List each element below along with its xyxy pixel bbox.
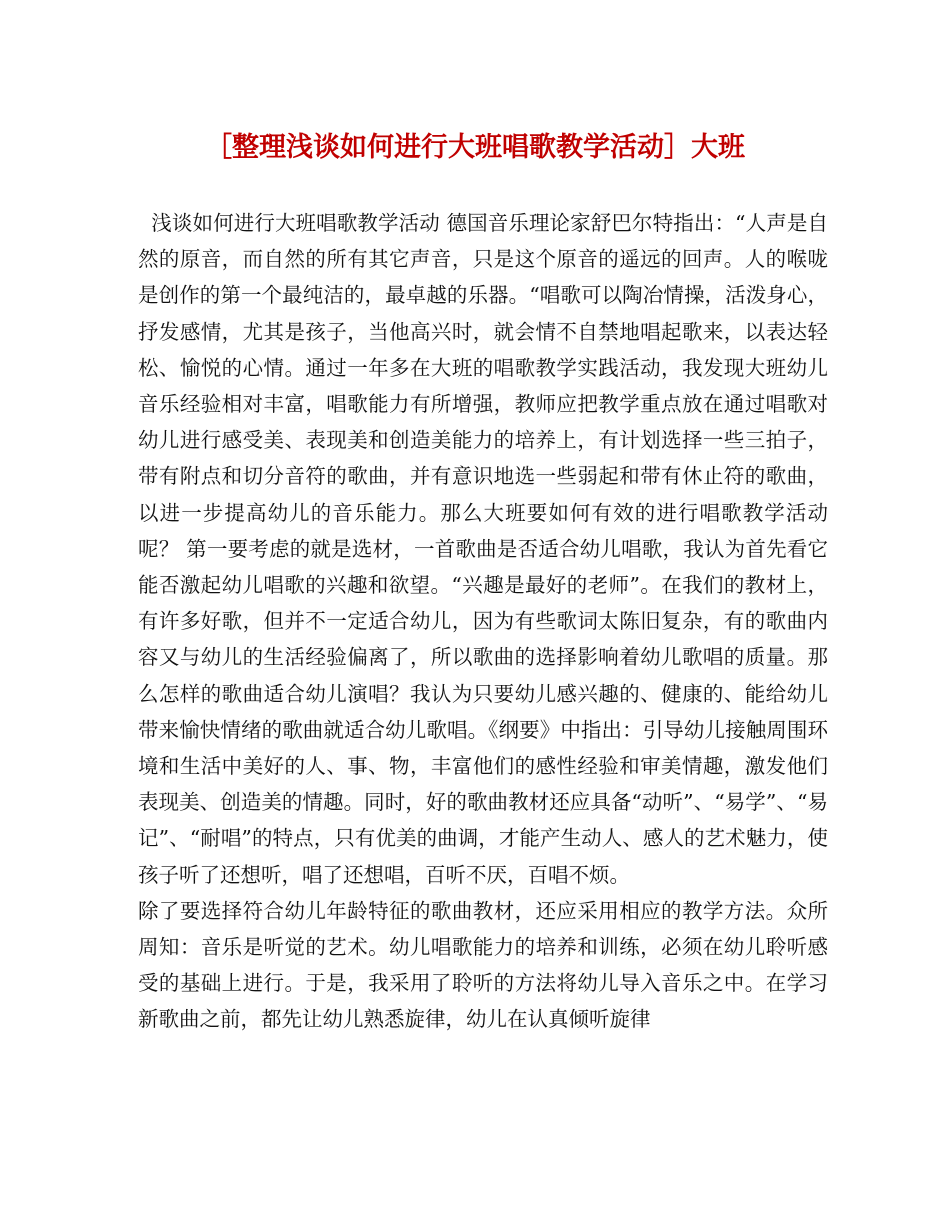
body-paragraph: 除了要选择符合幼儿年龄特征的歌曲教材，还应采用相应的教学方法。众所周知：音乐是听觉的艺术。幼儿唱歌能力的培养和训练，必须在幼儿聆听感受的基础上进行。于是，我采用了聆听的方法将幼儿导入音乐之中。在学习新歌曲之前，都先让幼儿熟悉旋律，幼儿在认真倾听旋律 [138,898,828,1032]
body-paragraph: 浅谈如何进行大班唱歌教学活动 德国音乐理论家舒巴尔特指出：“人声是自然的原音，而自然的所有其它声音，只是这个原音的遥远的回声。人的喉咙是创作的第一个最纯洁的，最卓越的乐器。“唱歌可以陶冶情操，活泼身心，抒发感情，尤其是孩子，当他高兴时，就会情不自禁地唱起歌来，以表达轻松、愉悦的心情。通过一年多在大班的唱歌教学实践活动，我发现大班幼儿音乐经验相对丰富，唱歌能力有所增强，教师应把教学重点放在通过唱歌对幼儿进行感受美、表现美和创造美能力的培养上，有计划选择一些三拍子，带有附点和切分音符的歌曲，并有意识地选一些弱起和带有休止符的歌曲，以进一步提高幼儿的音乐能力。那么大班要如何有效的进行唱歌教学活动呢？ 第一要考虑的就是选材，一首歌曲是否适合幼儿唱歌，我认为首先看它能否激起幼儿唱歌的兴趣和欲望。“兴趣是最好的老师”。在我们的教材上，有许多好歌，但并不一定适合幼儿，因为有些歌词太陈旧复杂，有的歌曲内容又与幼儿的生活经验偏离了，所以歌曲的选择影响着幼儿歌唱的质量。那么怎样的歌曲适合幼儿演唱？我认为只要幼儿感兴趣的、健康的、能给幼儿带来愉快情绪的歌曲就适合幼儿歌唱。《纲要》中指出：引导幼儿接触周围环境和生活中美好的人、事、物，丰富他们的感性经验和审美情趣，激发他们表现美、创造美的情趣。同时，好的歌曲教材还应具备“动听”、“易学”、“易记”、“耐唱”的特点，只有优美的曲调，才能产生动人、感人的艺术魅力，使孩子听了还想听，唱了还想唱，百听不厌，百唱不烦。 [138,211,828,887]
document-body [138,205,828,1038]
document-title: ［整理浅谈如何进行大班唱歌教学活动］大班 [205,132,745,163]
